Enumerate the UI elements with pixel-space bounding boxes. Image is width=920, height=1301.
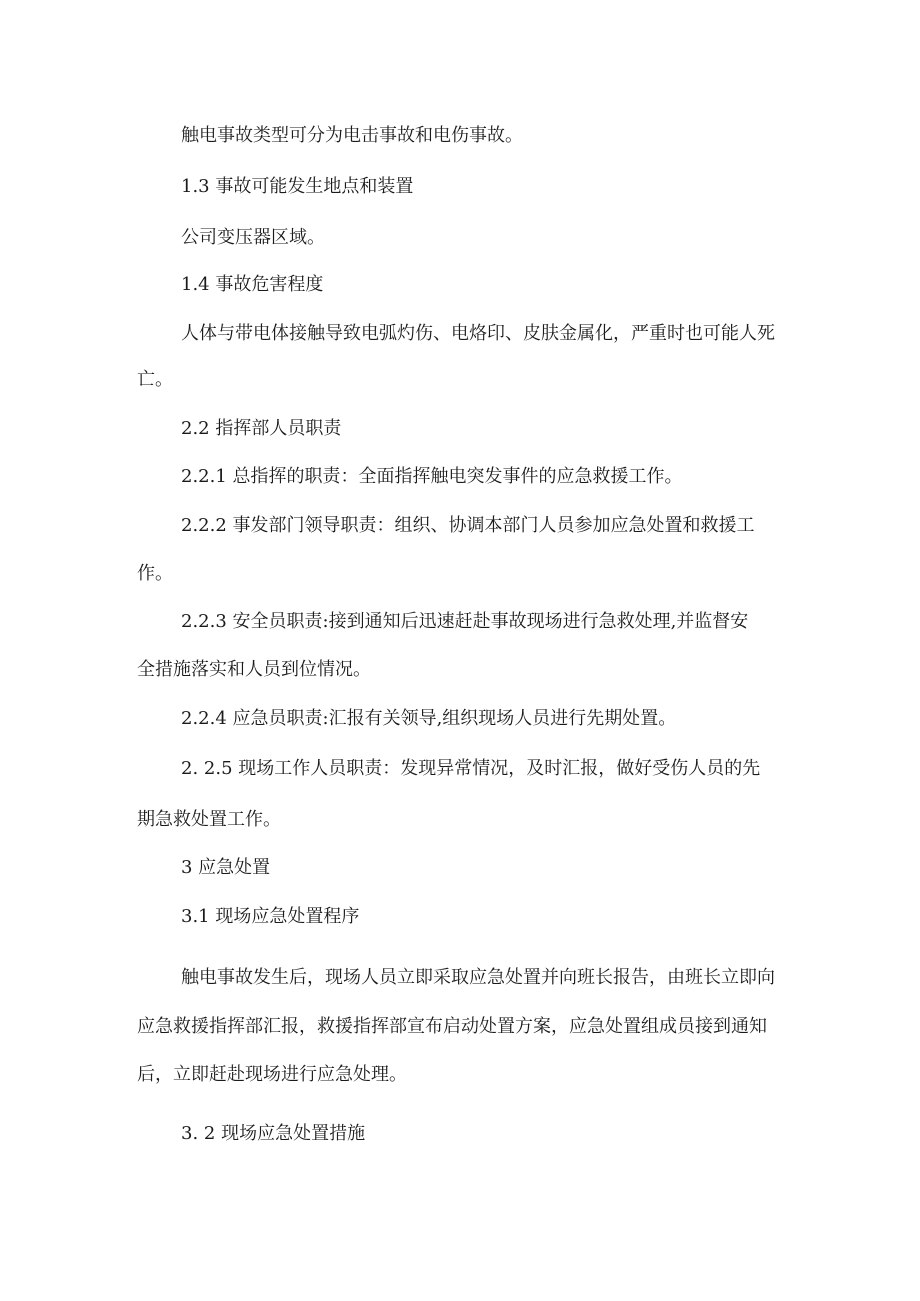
heading-3-2: 3. 2 现场应急处置措施 [181, 1123, 366, 1144]
heading-3: 3 应急处置 [181, 857, 271, 878]
item-2-2-2-line-2: 作。 [137, 563, 173, 584]
item-2-2-4: 2.2.4 应急员职责:汇报有关领导,组织现场人员进行先期处置。 [181, 708, 677, 729]
paragraph-procedure-line-3: 后，立即赶赴现场进行应急处理。 [137, 1064, 407, 1085]
heading-2-2: 2.2 指挥部人员职责 [181, 418, 342, 439]
paragraph-harm-line-1: 人体与带电体接触导致电弧灼伤、电烙印、皮肤金属化，严重时也可能人死 [181, 323, 775, 344]
heading-1-4: 1.4 事故危害程度 [181, 274, 324, 295]
heading-1-3: 1.3 事故可能发生地点和装置 [181, 176, 414, 197]
heading-3-1: 3.1 现场应急处置程序 [181, 906, 360, 927]
item-2-2-5-line-1: 2. 2.5 现场工作人员职责：发现异常情况，及时汇报，做好受伤人员的先 [181, 758, 761, 779]
paragraph-accident-types: 触电事故类型可分为电击事故和电伤事故。 [181, 125, 523, 146]
item-2-2-5-line-2: 期急救处置工作。 [137, 809, 281, 830]
item-2-2-2-line-1: 2.2.2 事发部门领导职责：组织、协调本部门人员参加应急处置和救援工 [181, 515, 755, 536]
item-2-2-3-line-1: 2.2.3 安全员职责:接到通知后迅速赶赴事故现场进行急救处理,并监督安 [181, 611, 749, 632]
paragraph-procedure-line-2: 应急救援指挥部汇报，救援指挥部宣布启动处置方案，应急处置组成员接到通知 [137, 1016, 767, 1037]
paragraph-procedure-line-1: 触电事故发生后，现场人员立即采取应急处置并向班长报告，由班长立即向 [181, 967, 775, 988]
paragraph-harm-line-2: 亡。 [137, 369, 173, 390]
item-2-2-1: 2.2.1 总指挥的职责：全面指挥触电突发事件的应急救援工作。 [181, 466, 683, 487]
item-2-2-3-line-2: 全措施落实和人员到位情况。 [137, 659, 371, 680]
paragraph-location: 公司变压器区域。 [181, 227, 325, 248]
